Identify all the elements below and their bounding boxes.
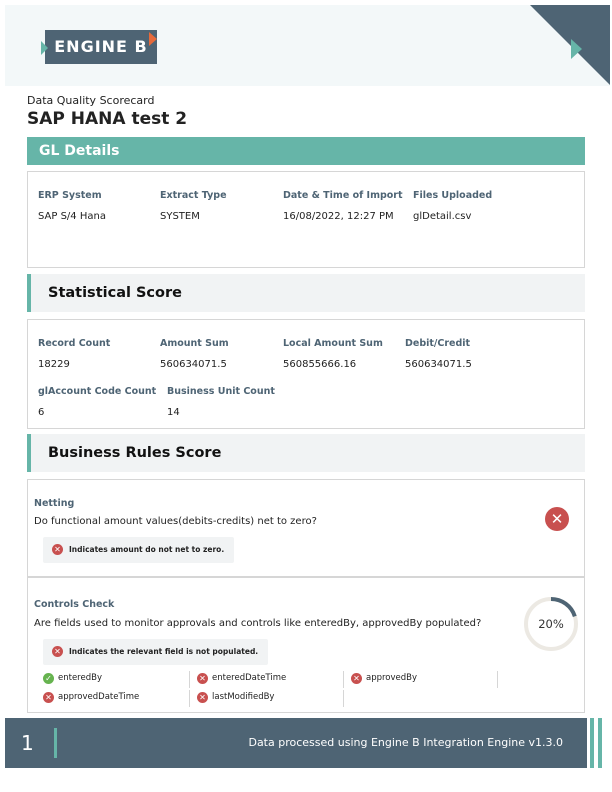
- field-value: 16/08/2022, 12:27 PM: [283, 211, 394, 222]
- corner-arrow-icon: [571, 39, 582, 59]
- stat-field-debit-credit: [405, 338, 472, 370]
- field-label: Files Uploaded: [413, 190, 493, 201]
- netting-question: Do functional amount values(debits-credits) net to zero?: [34, 516, 317, 527]
- controls-check-note: [43, 639, 268, 665]
- logo-arrow-left-icon: [41, 41, 48, 55]
- control-field-name: enteredDateTime: [212, 673, 287, 683]
- field-label: glAccount Code Count: [38, 386, 157, 397]
- document-title: SAP HANA test 2: [27, 109, 188, 129]
- field-value: 560634071.5: [405, 359, 472, 370]
- corner-triangle-decoration: [530, 5, 610, 85]
- x-circle-icon: ✕: [43, 692, 54, 703]
- x-circle-icon: ✕: [52, 544, 63, 555]
- page-footer: [5, 718, 587, 768]
- stat-field-glaccount-code-count: [38, 386, 156, 418]
- gl-field-extract-type: [160, 190, 227, 222]
- column-divider: [343, 690, 344, 707]
- gl-details-card: [27, 171, 585, 268]
- gl-field-files-uploaded: [413, 190, 492, 222]
- stat-field-local-amount-sum: [283, 338, 383, 370]
- column-divider: [189, 671, 190, 688]
- control-field-name: approvedBy: [366, 673, 418, 683]
- field-label: Debit/Credit: [405, 338, 471, 349]
- column-divider: [343, 671, 344, 688]
- field-label: Extract Type: [160, 190, 227, 201]
- control-field-name: enteredBy: [58, 673, 102, 683]
- field-value: 6: [38, 407, 45, 418]
- field-label: Record Count: [38, 338, 111, 349]
- field-value: SAP S/4 Hana: [38, 211, 106, 222]
- field-label: Business Unit Count: [167, 386, 275, 397]
- netting-note-text: Indicates amount do not net to zero.: [69, 545, 225, 554]
- control-field-name: lastModifiedBy: [212, 692, 275, 702]
- logo-arrow-right-icon: [149, 32, 157, 46]
- field-value: 560855666.16: [283, 359, 357, 370]
- field-label: Amount Sum: [160, 338, 229, 349]
- netting-rule-card: [27, 479, 585, 577]
- logo-text: ENGINE B: [45, 30, 157, 64]
- controls-check-card: [27, 577, 585, 713]
- page-header: [5, 5, 610, 86]
- page-number: 1: [21, 731, 34, 755]
- gauge-score-label: 20%: [538, 617, 564, 631]
- x-circle-icon: ✕: [351, 673, 362, 684]
- gl-field-import-datetime: [283, 190, 403, 222]
- x-circle-icon: ✕: [52, 646, 63, 657]
- scorecard-page: [5, 5, 610, 768]
- footer-text: Data processed using Engine B Integration Engine v1.3.0: [248, 736, 563, 749]
- field-label: Date & Time of Import: [283, 190, 403, 201]
- document-subtitle: Data Quality Scorecard: [27, 94, 155, 107]
- x-circle-icon: ✕: [197, 692, 208, 703]
- gl-details-heading: GL Details: [27, 137, 585, 165]
- x-circle-icon: ✕: [197, 673, 208, 684]
- field-value: 18229: [38, 359, 70, 370]
- controls-check-question: Are fields used to monitor approvals and controls like enteredBy, approvedBy populated?: [34, 618, 482, 629]
- controls-check-note-text: Indicates the relevant field is not populated.: [69, 647, 259, 656]
- stat-field-amount-sum: [160, 338, 229, 370]
- controls-check-title: Controls Check: [34, 599, 115, 610]
- control-field-name: approvedDateTime: [58, 692, 140, 702]
- column-divider: [189, 690, 190, 707]
- column-divider: [497, 671, 498, 688]
- gl-field-erp-system: [38, 190, 106, 222]
- footer-stripe-decoration: [598, 718, 602, 768]
- field-value: 560634071.5: [160, 359, 227, 370]
- field-label: Local Amount Sum: [283, 338, 383, 349]
- footer-divider: [54, 728, 57, 758]
- engine-b-logo: [41, 30, 161, 64]
- field-value: glDetail.csv: [413, 211, 472, 222]
- controls-score-gauge: [523, 596, 579, 652]
- field-value: 14: [167, 407, 180, 418]
- field-value: SYSTEM: [160, 211, 200, 222]
- check-circle-icon: ✓: [43, 673, 54, 684]
- netting-status-x-circle-icon: ✕: [545, 507, 569, 531]
- netting-title: Netting: [34, 498, 75, 509]
- statistical-score-heading: Statistical Score: [27, 274, 585, 312]
- statistical-score-card: [27, 319, 585, 429]
- stat-field-record-count: [38, 338, 110, 370]
- footer-stripe-decoration: [590, 718, 594, 768]
- business-rules-heading: Business Rules Score: [27, 434, 585, 472]
- field-label: ERP System: [38, 190, 102, 201]
- stat-field-business-unit-count: [167, 386, 275, 418]
- netting-note: [43, 537, 234, 563]
